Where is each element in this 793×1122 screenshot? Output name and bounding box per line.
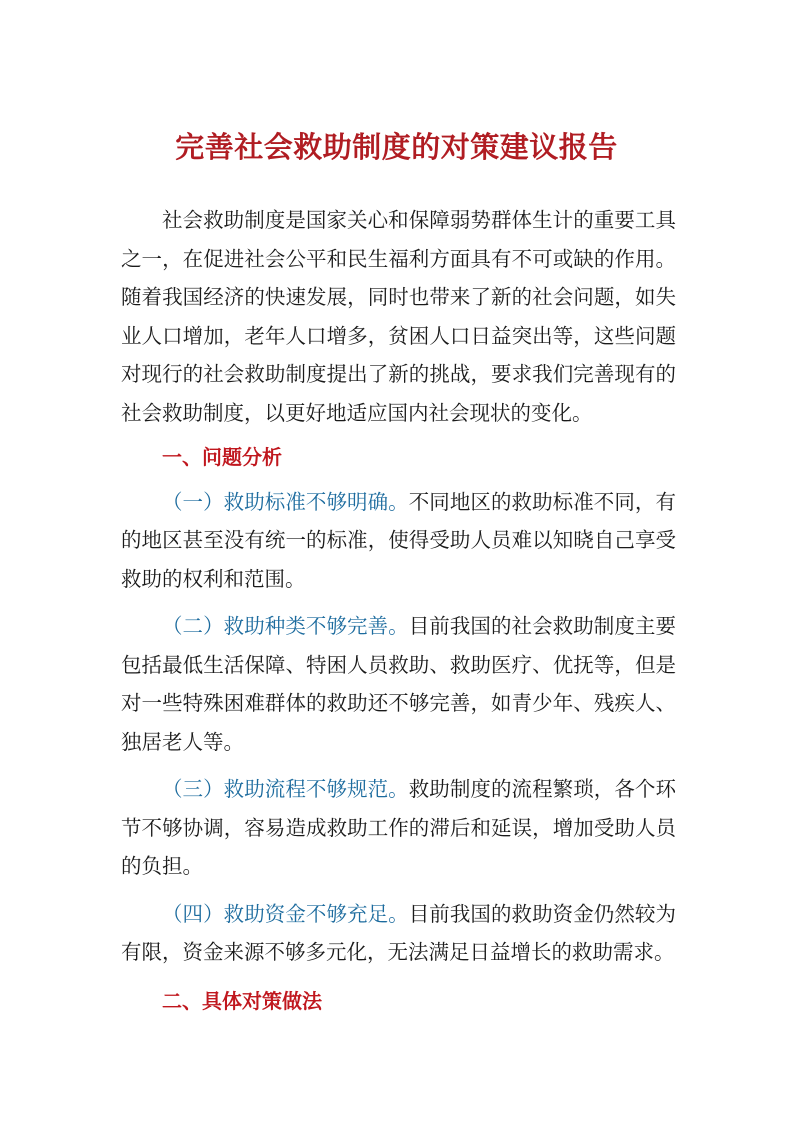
problem-item-lead: （二）救助种类不够完善。 — [162, 614, 409, 638]
problem-item-2 — [121, 607, 676, 761]
problem-item-lead: （四）救助资金不够充足。 — [162, 901, 409, 926]
intro-paragraph: 社会救助制度是国家关心和保障弱势群体生计的重要工具之一，在促进社会公平和民生福利方面具有不可或缺的作用。随着我国经济的快速发展，同时也带来了新的社会问题，如失业人口增加，老年人口增多，贫困人口日益突出等，这些问题对现行的社会救助制度提出了新的挑战，要求我们完善现有的社会救助制度，以更好地适应国内社会现状的变化。 — [121, 208, 676, 425]
paragraph-gap — [121, 886, 676, 895]
problem-item-text: 目前我国的救助资金仍然较为有限，资金来源不够多元化，无法满足日益增长的救助需求。 — [121, 901, 676, 964]
document-title: 完善社会救助制度的对策建议报告 — [175, 130, 618, 164]
problem-item-4 — [121, 895, 676, 972]
problem-item-3 — [121, 770, 676, 886]
section-heading-countermeasures: 二、具体对策做法 — [162, 988, 322, 1013]
paragraph-gap — [121, 761, 676, 770]
problem-item-text: 救助制度的流程繁琐，各个环节不够协调，容易造成救助工作的滞后和延误，增加受助人员的负担。 — [121, 777, 676, 878]
problem-item-lead: （一）救助标准不够明确。 — [162, 489, 409, 514]
section-heading-problem-analysis: 一、问题分析 — [162, 445, 282, 469]
problem-item-text: 不同地区的救助标准不同，有的地区甚至没有统一的标准，使得受助人员难以知晓自己享受救助的权利和范围。 — [121, 489, 676, 591]
problem-item-text: 目前我国的社会救助制度主要包括最低生活保障、特困人员救助、救助医疗、优抚等，但是对一些特殊困难群体的救助还不够完善，如青少年、残疾人、独居老人等。 — [121, 614, 676, 754]
problem-item-1 — [121, 483, 676, 599]
paragraph-gap — [121, 598, 676, 607]
document-body — [121, 201, 676, 1020]
problem-item-lead: （三）救助流程不够规范。 — [162, 777, 409, 801]
